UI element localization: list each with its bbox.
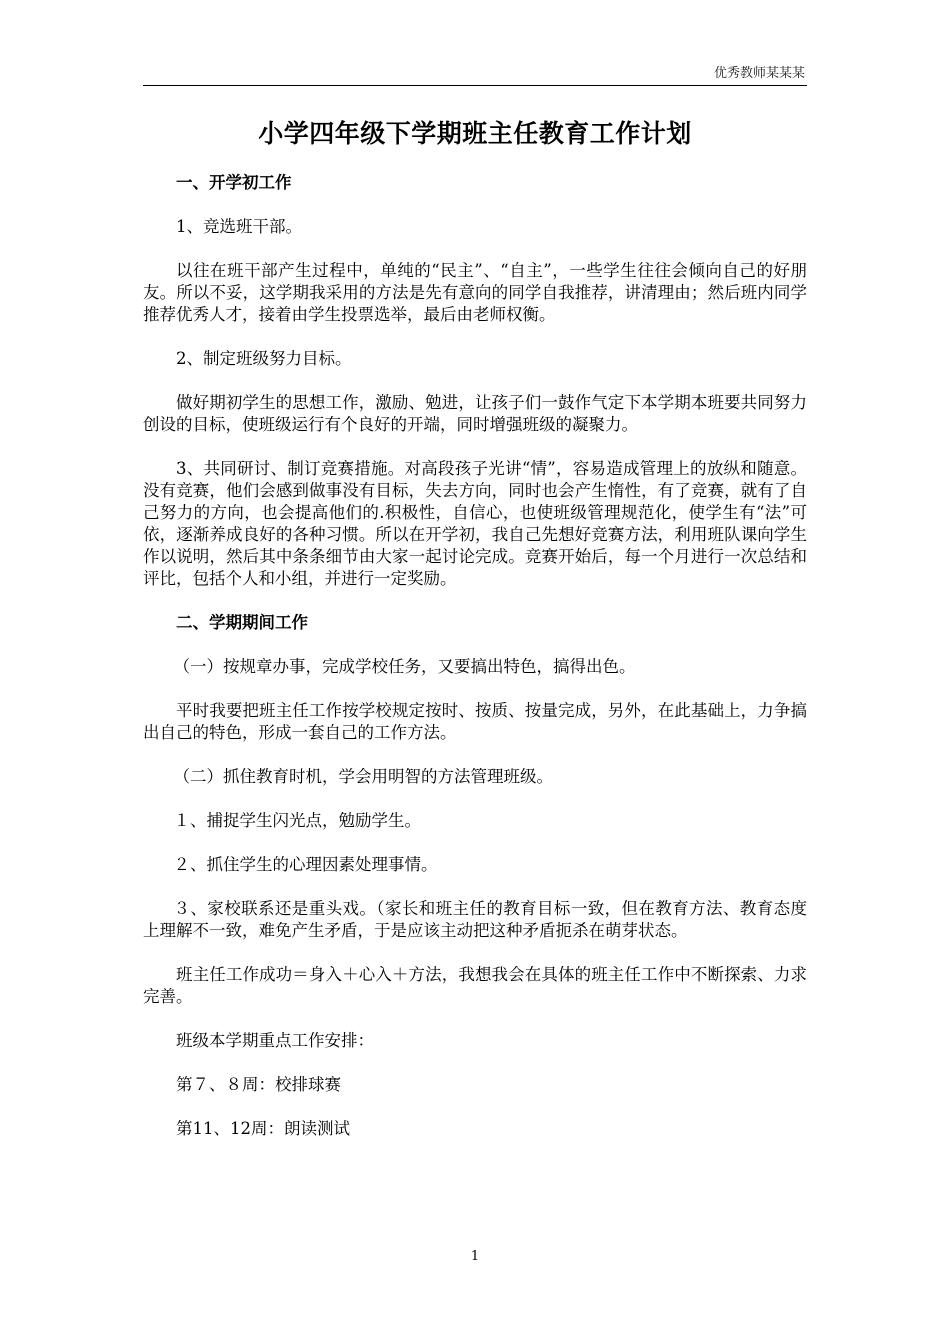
document-body xyxy=(143,172,807,1162)
schedule-intro: 班级本学期重点工作安排： xyxy=(176,1031,374,1050)
item-title-2: 2、制定班级努力目标。 xyxy=(176,349,352,368)
page-title: 小学四年级下学期班主任教育工作计划 xyxy=(258,119,692,148)
subsection-title-1: （一）按规章办事，完成学校任务，又要搞出特色，搞得出色。 xyxy=(173,657,636,676)
schedule-item: 第７、８周：校排球赛 xyxy=(176,1075,341,1094)
list-item: １、捕捉学生闪光点，勉励学生。 xyxy=(173,811,422,830)
page-number: 1 xyxy=(470,1249,480,1264)
formula-paragraph: 班主任工作成功＝身入＋心入＋方法，我想我会在具体的班主任工作中不断探索、力求完善。 xyxy=(143,965,807,1006)
list-item: ３、家校联系还是重头戏。（家长和班主任的教育目标一致，但在教育方法、教育态度上理解不一致，难免产生矛盾，于是应该主动把这种矛盾扼杀在萌芽状态。 xyxy=(143,899,807,940)
header-author: 优秀教师某某某 xyxy=(713,66,805,81)
section-heading-1: 一、开学初工作 xyxy=(176,173,292,192)
item-title-1: 1、竞选班干部。 xyxy=(176,217,302,236)
list-item: ２、抓住学生的心理因素处理事情。 xyxy=(173,855,438,874)
schedule-item: 第11、12周：朗读测试 xyxy=(176,1119,350,1138)
header-divider xyxy=(143,85,807,86)
item-body-1: 以往在班干部产生过程中，单纯的“民主”、“自主”，一些学生往往会倾向自己的好朋友。所以不妥，这学期我采用的方法是先有意向的同学自我推荐，讲清理由；然后班内同学推荐优秀人才，接着由学生投票选举，最后由老师权衡。 xyxy=(143,261,807,324)
subsection-title-2: （二）抓住教育时机，学会用明智的方法管理班级。 xyxy=(173,767,554,786)
item-body-3: 3、共同研讨、制订竞赛措施。对高段孩子光讲“情”，容易造成管理上的放纵和随意。没有竞赛，他们会感到做事没有目标，失去方向，同时也会产生惰性，有了竞赛，就有了自己努力的方向，也会提高他们的.积极性，自信心，也使班级管理规范化，使学生有“法”可依，逐渐养成良好的各种习惯。所以在开学初，我自己先想好竞赛方法，利用班队课向学生作以说明，然后其中条条细节由大家一起讨论完成。竞赛开始后，每一个月进行一次总结和评比，包括个人和小组，并进行一定奖励。 xyxy=(143,459,807,588)
subsection-body-1: 平时我要把班主任工作按学校规定按时、按质、按量完成，另外，在此基础上，力争搞出自己的特色，形成一套自己的工作方法。 xyxy=(143,701,807,742)
section-heading-2: 二、学期期间工作 xyxy=(176,613,308,632)
item-body-2: 做好期初学生的思想工作，激励、勉进，让孩子们一鼓作气定下本学期本班要共同努力创设的目标，使班级运行有个良好的开端，同时增强班级的凝聚力。 xyxy=(143,393,807,434)
